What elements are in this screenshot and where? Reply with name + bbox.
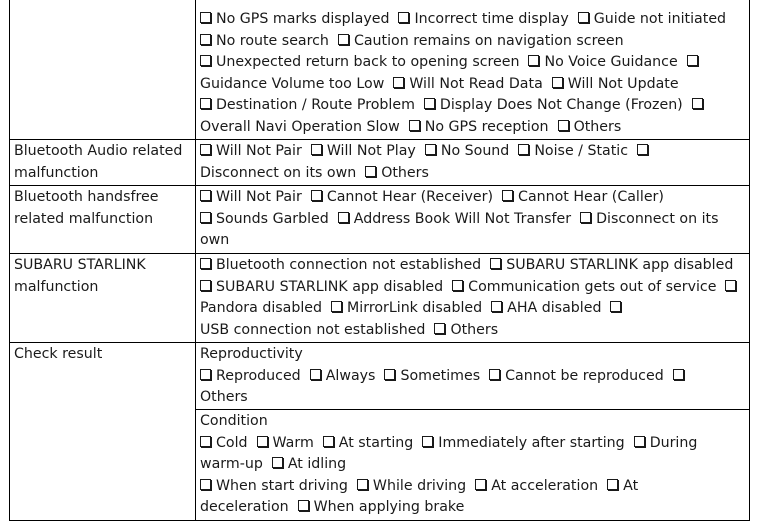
checkbox-icon[interactable] — [398, 12, 409, 23]
option-line — [200, 163, 748, 185]
checkbox-icon[interactable] — [200, 258, 211, 269]
option-line — [200, 31, 748, 53]
option-label: Cold — [216, 434, 248, 451]
checkbox-icon[interactable] — [200, 12, 211, 23]
checkbox-icon[interactable] — [502, 190, 513, 201]
option-label-part: warm-up — [200, 456, 263, 472]
row-1-options — [200, 141, 748, 184]
option-label: Destination / Route Problem — [216, 97, 415, 113]
block-header: Reproductivity — [200, 346, 303, 362]
option-label: Others — [450, 321, 499, 338]
sub-row-divider — [195, 409, 750, 410]
option-label: Unexpected return back to opening screen — [216, 54, 520, 70]
option-label: Address Book Will Not Transfer — [353, 210, 572, 227]
option-label: Others — [381, 164, 429, 181]
option-label: Guidance Volume too Low — [200, 75, 385, 92]
checkbox-icon[interactable] — [298, 500, 309, 511]
option-label: SUBARU STARLINK app disabled — [506, 257, 734, 273]
option-label-part: deceleration — [200, 499, 289, 515]
checkbox-icon[interactable] — [528, 55, 539, 66]
checkbox-icon[interactable] — [200, 144, 211, 155]
option-line — [200, 454, 748, 476]
checkbox-icon[interactable] — [200, 190, 211, 201]
option-label: Will Not Update — [567, 75, 679, 92]
option-label-part: At — [623, 477, 639, 494]
option-label: Warm — [272, 434, 314, 451]
checkbox-icon[interactable] — [434, 323, 445, 334]
checkbox-icon[interactable] — [338, 34, 349, 45]
option-label: No Sound — [440, 143, 510, 159]
option-line — [200, 277, 748, 299]
checkbox-icon[interactable] — [578, 12, 589, 23]
row-2-options — [200, 187, 748, 252]
option-line — [200, 74, 748, 96]
row-divider — [9, 342, 750, 343]
checkbox-icon[interactable] — [365, 166, 376, 177]
option-label: Immediately after starting — [438, 434, 625, 451]
option-line — [200, 117, 748, 139]
option-label: Communication gets out of service — [468, 278, 717, 295]
checkbox-icon[interactable] — [310, 369, 321, 380]
option-label: Pandora disabled — [200, 300, 323, 316]
checkbox-icon[interactable] — [490, 258, 501, 269]
option-line — [200, 298, 748, 320]
option-line — [200, 387, 748, 409]
checkbox-icon[interactable] — [687, 55, 698, 66]
option-line — [200, 52, 748, 74]
checkbox-icon[interactable] — [422, 436, 433, 447]
checkbox-icon[interactable] — [452, 280, 463, 291]
checkbox-icon[interactable] — [637, 144, 648, 155]
checkbox-icon[interactable] — [673, 369, 684, 380]
option-label: Display Does Not Change (Frozen) — [439, 97, 683, 113]
option-label: Noise / Static — [534, 143, 629, 159]
option-line — [200, 320, 748, 342]
option-label: Caution remains on navigation screen — [353, 32, 624, 49]
option-label: No GPS marks displayed — [216, 11, 390, 27]
option-label: Cannot be reproduced — [505, 367, 664, 384]
option-line — [200, 209, 748, 252]
checkbox-icon[interactable] — [424, 98, 435, 109]
checkbox-icon[interactable] — [610, 301, 621, 312]
option-label: Sometimes — [400, 367, 481, 384]
option-line — [200, 476, 748, 498]
row-4-condition — [200, 411, 748, 519]
option-label: When applying brake — [313, 499, 465, 515]
column-divider — [195, 0, 196, 521]
option-label: Incorrect time display — [414, 11, 569, 27]
option-label: Disconnect on its own — [200, 210, 719, 248]
option-line — [200, 9, 748, 31]
option-label: Guide not initiated — [593, 11, 727, 27]
table-right-border — [749, 0, 750, 521]
checkbox-icon[interactable] — [518, 144, 529, 155]
option-label: Sounds Garbled — [216, 210, 329, 227]
row-label-bluetooth-audio: Bluetooth Audio related malfunction — [14, 143, 183, 181]
option-label: Will Not Read Data — [409, 75, 543, 92]
checkbox-icon[interactable] — [409, 120, 420, 131]
checkbox-icon[interactable] — [257, 436, 268, 447]
table-left-border — [9, 0, 10, 521]
row-divider — [9, 185, 750, 186]
checkbox-icon[interactable] — [200, 98, 211, 109]
option-line — [200, 141, 748, 163]
checkbox-icon[interactable] — [552, 77, 563, 88]
row-0-options — [200, 9, 748, 138]
option-label: Will Not Play — [326, 143, 416, 159]
row-divider — [9, 253, 750, 254]
option-line — [200, 255, 748, 277]
option-label: No route search — [216, 32, 329, 49]
block-header: Condition — [200, 413, 268, 429]
checkbox-icon[interactable] — [311, 190, 322, 201]
option-label: At idling — [287, 456, 347, 472]
option-label: SUBARU STARLINK app disabled — [216, 278, 444, 295]
option-label: AHA disabled — [507, 300, 602, 316]
row-divider — [9, 139, 750, 140]
checkbox-icon[interactable] — [607, 479, 618, 490]
option-label: Others — [200, 389, 248, 405]
row-3-options — [200, 255, 748, 341]
option-label: Will Not Pair — [216, 143, 302, 159]
option-label: At starting — [338, 434, 414, 451]
option-label: Cannot Hear (Receiver) — [326, 189, 494, 205]
option-label: Bluetooth connection not established — [216, 257, 482, 273]
option-label: Cannot Hear (Caller) — [518, 189, 664, 205]
row-label-bluetooth-handsfree: Bluetooth handsfree related malfunction — [14, 189, 159, 227]
checkbox-icon[interactable] — [489, 369, 500, 380]
row-label-subaru-starlink: SUBARU STARLINK malfunction — [14, 257, 146, 295]
checkbox-icon[interactable] — [475, 479, 486, 490]
option-label: USB connection not established — [200, 321, 426, 338]
row-label-check-result: Check result — [14, 346, 103, 362]
row-4-reproductivity — [200, 344, 748, 409]
checkbox-icon[interactable] — [634, 436, 645, 447]
option-line — [200, 497, 748, 519]
checkbox-icon[interactable] — [357, 479, 368, 490]
checkbox-icon[interactable] — [558, 120, 569, 131]
checkbox-icon[interactable] — [338, 212, 349, 223]
option-line — [200, 187, 748, 209]
checkbox-icon[interactable] — [200, 436, 211, 447]
checkbox-icon[interactable] — [200, 280, 211, 291]
option-label: Disconnect on its own — [200, 164, 357, 181]
checkbox-icon[interactable] — [692, 98, 703, 109]
option-label: When start driving — [216, 477, 348, 494]
checkbox-icon[interactable] — [200, 212, 211, 223]
option-label: Will Not Pair — [216, 189, 302, 205]
option-label: Overall Navi Operation Slow — [200, 118, 400, 135]
option-label: Always — [325, 367, 376, 384]
checkbox-icon[interactable] — [272, 457, 283, 468]
option-label: While driving — [372, 477, 467, 494]
checkbox-icon[interactable] — [323, 436, 334, 447]
option-label: Reproduced — [216, 367, 301, 384]
table-bottom-border — [9, 520, 750, 521]
checkbox-icon[interactable] — [200, 479, 211, 490]
option-label: No GPS reception — [424, 118, 549, 135]
checkbox-icon[interactable] — [200, 55, 211, 66]
option-label: Others — [573, 118, 622, 135]
checkbox-icon[interactable] — [200, 34, 211, 45]
checkbox-icon[interactable] — [580, 212, 591, 223]
option-label-part: During — [649, 434, 698, 451]
checkbox-icon[interactable] — [725, 280, 736, 291]
checkbox-icon[interactable] — [425, 144, 436, 155]
checkbox-icon[interactable] — [393, 77, 404, 88]
checkbox-icon[interactable] — [311, 144, 322, 155]
checkbox-icon[interactable] — [200, 369, 211, 380]
option-line — [200, 366, 748, 388]
checkbox-icon[interactable] — [491, 301, 502, 312]
checkbox-icon[interactable] — [331, 301, 342, 312]
option-label: At acceleration — [491, 477, 599, 494]
checkbox-icon[interactable] — [384, 369, 395, 380]
option-line — [200, 95, 748, 117]
option-label: No Voice Guidance — [544, 54, 678, 70]
option-line — [200, 433, 748, 455]
option-label: MirrorLink disabled — [347, 300, 483, 316]
